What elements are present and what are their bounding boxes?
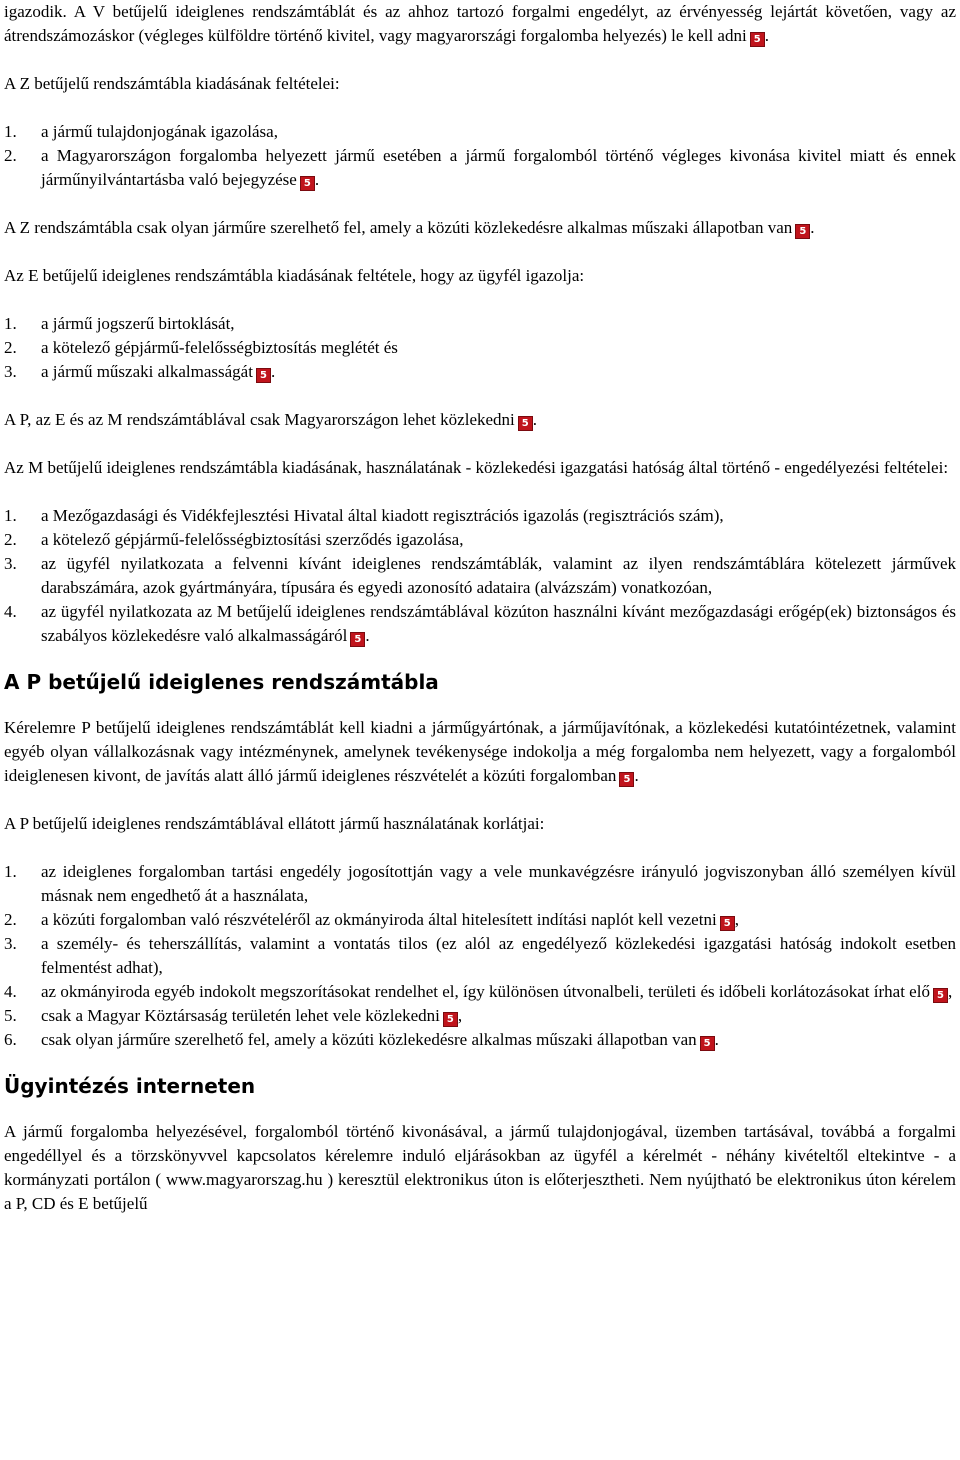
- z-plate-note: A Z rendszámtábla csak olyan járműre szerelhető fel, amely a közúti közlekedésre alkalmas műszaki állapotban van 5 .: [4, 218, 815, 237]
- list-item: 2. a kötelező gépjármű-felelősségbiztosítás meglétét és: [4, 338, 398, 357]
- list-item: 4. az ügyfél nyilatkozata az M betűjelű ideiglenes rendszámtáblával közúton használni kívánt mezőgazdasági erőgép(ek) biztonságos és szabályos közlekedésre való alkalmasságáról 5 .: [4, 602, 956, 645]
- intro-paragraph: igazodik. A V betűjelű ideiglenes rendszámtáblát és az ahhoz tartozó forgalmi engedélyt, az érvényesség lejártát követően, vagy az átrendszámozáskor (végleges külföldre történő kivitel, vagy magyarországi forgalomba helyezés) le kell adni 5 .: [4, 2, 956, 45]
- reference-icon[interactable]: 5: [795, 224, 810, 239]
- m-plate-list: [4, 504, 956, 648]
- e-plate-lead: Az E betűjelű ideiglenes rendszámtábla kiadásának feltétele, hogy az ügyfél igazolja:: [4, 266, 585, 285]
- p-plate-lead: A P betűjelű ideiglenes rendszámtáblával ellátott jármű használatának korlátjai:: [4, 814, 545, 833]
- p-plate-paragraph: Kérelemre P betűjelű ideiglenes rendszámtáblát kell kiadni a járműgyártónak, a járműjavítónak, a közlekedési kutatóintézetnek, valamint egyéb olyan vállalkozásnak vagy intézménynek, amelynek tevékenysége indokolja a még forgalomba nem helyezett, vagy a forgalomból ideiglenesen kivont, de javítás alatt álló jármű ideiglenes részvételét a közúti forgalomban 5 .: [4, 718, 956, 785]
- list-item: 1. a jármű jogszerű birtoklását,: [4, 314, 235, 333]
- list-item: 1. a Mezőgazdasági és Vidékfejlesztési Hivatal által kiadott regisztrációs igazolás (regisztrációs szám),: [4, 506, 724, 525]
- reference-icon[interactable]: 5: [350, 632, 365, 647]
- list-item: 5. csak a Magyar Köztársaság területén lehet vele közlekedni 5 ,: [4, 1006, 463, 1025]
- list-item: 4. az okmányiroda egyéb indokolt megszorításokat rendelhet el, így különösen útvonalbeli, területi és időbeli korlátozásokat írhat elő 5 ,: [4, 982, 953, 1001]
- list-item: 6. csak olyan járműre szerelhető fel, amely a közúti közlekedésre alkalmas műszaki állapotban van 5 .: [4, 1030, 719, 1049]
- p-plate-list: [4, 860, 956, 1052]
- reference-icon[interactable]: 5: [256, 368, 271, 383]
- list-item: 2. a kötelező gépjármű-felelősségbiztosítási szerződés igazolása,: [4, 530, 464, 549]
- reference-icon[interactable]: 5: [443, 1012, 458, 1027]
- list-item: 1. az ideiglenes forgalomban tartási engedély jogosítottján vagy a vele munkavégzésre irányuló jogviszonyban álló személyen kívül másnak nem engedhető át a használata,: [4, 862, 956, 905]
- reference-icon[interactable]: 5: [933, 988, 948, 1003]
- m-plate-lead: Az M betűjelű ideiglenes rendszámtábla kiadásának, használatának - közlekedési igazgatási hatóság által történő - engedélyezési feltételei:: [4, 458, 949, 477]
- reference-icon[interactable]: 5: [750, 32, 765, 47]
- section-heading-p-plate: A P betűjelű ideiglenes rendszámtábla: [4, 670, 439, 694]
- list-item: 3. a jármű műszaki alkalmasságát 5 .: [4, 362, 276, 381]
- e-plate-note: A P, az E és az M rendszámtáblával csak Magyarországon lehet közlekedni 5 .: [4, 410, 538, 429]
- online-paragraph: A jármű forgalomba helyezésével, forgalomból történő kivonásával, a jármű tulajdonjogával, üzemben tartásával, továbbá a forgalmi engedéllyel és a törzskönyvvel kapcsolatos kérelemre induló eljárásokban az ügyfél a kérelmét - néhány kivételtől eltekintve - a kormányzati portálon ( www.magyarorszag.hu ) keresztül elektronikus úton is előterjesztheti. Nem nyújtható be elektronikus úton kérelem a P, CD és E betűjelű: [4, 1122, 956, 1213]
- intro-text: igazodik. A V betűjelű ideiglenes rendszámtáblát és az ahhoz tartozó forgalmi engedélyt, az érvényesség lejártát követően, vagy az átrendszámozáskor (végleges külföldre történő kivitel, vagy magyarországi forgalomba helyezés) le kell adni: [4, 2, 956, 45]
- list-item: 1. a jármű tulajdonjogának igazolása,: [4, 122, 278, 141]
- z-plate-lead: A Z betűjelű rendszámtábla kiadásának feltételei:: [4, 74, 340, 93]
- reference-icon[interactable]: 5: [700, 1036, 715, 1051]
- e-plate-list: [4, 312, 956, 384]
- list-item: 2. a Magyarországon forgalomba helyezett jármű esetében a jármű forgalomból történő végleges kivonása kivitel miatt és ennek járműnyilvántartásba való bejegyzése 5 .: [4, 146, 956, 189]
- list-item: 2. a közúti forgalomban való részvételéről az okmányiroda által hitelesített indítási naplót kell vezetni 5 ,: [4, 910, 739, 929]
- reference-icon[interactable]: 5: [518, 416, 533, 431]
- reference-icon[interactable]: 5: [300, 176, 315, 191]
- reference-icon[interactable]: 5: [619, 772, 634, 787]
- list-item: 3. a személy- és teherszállítás, valamint a vontatás tilos (ez alól az engedélyező közlekedési igazgatási hatóság indokolt esetben felmentést adhat),: [4, 934, 956, 977]
- section-heading-online: Ügyintézés interneten: [4, 1074, 256, 1098]
- reference-icon[interactable]: 5: [720, 916, 735, 931]
- z-plate-list: [4, 120, 956, 192]
- list-item: 3. az ügyfél nyilatkozata a felvenni kívánt ideiglenes rendszámtáblák, valamint az ilyen rendszámtáblára kötelezett járművek darabszámára, azok gyártmányára, típusára és egyedi azonosító adataira (alvázszám) vonatkozóan,: [4, 554, 956, 597]
